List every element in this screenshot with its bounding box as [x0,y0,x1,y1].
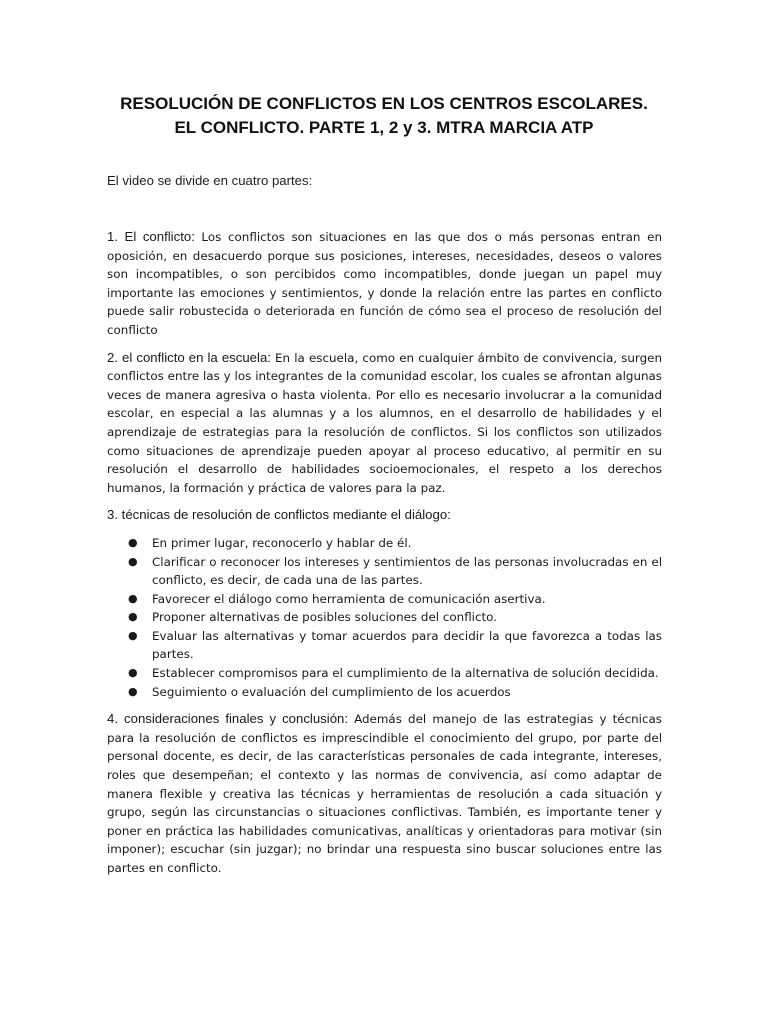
section-1-text: Los conflictos son situaciones en las que dos o más personas entran en oposición, en desacuerdo porque sus posiciones, intereses, necesidades, deseos o valores son incompatibles, o son percibidos como incompatibles, donde juegan un papel muy importante las emociones y sentimientos, y donde la relación entre las partes en conflicto puede salir robustecida o deteriorada en función de cómo sea el proceso de resolución del conflicto [107,230,662,337]
section-3 [107,506,662,525]
bullet-icon: ● [128,535,138,549]
techniques-list [107,534,662,701]
list-item [107,590,662,609]
section-1 [107,228,662,340]
document-body [107,228,662,887]
section-2-lead: 2. el conflicto en la escuela: [107,349,275,365]
list-item [107,534,662,553]
list-item [107,627,662,664]
list-item-text: En primer lugar, reconocerlo y hablar de él. [152,535,412,550]
document-title [80,92,688,140]
list-item-text: Proponer alternativas de posibles soluciones del conflicto. [152,610,498,625]
list-item [107,683,662,702]
list-item [107,553,662,590]
section-1-lead: 1. El conflicto: [107,229,202,244]
bullet-icon: ● [128,591,138,605]
section-3-lead: 3. técnicas de resolución de conflictos mediante el diálogo: [107,507,451,523]
bullet-icon: ● [128,554,138,568]
list-item-text: Evaluar las alternativas y tomar acuerdos para decidir la que favorezca a todas las partes. [152,628,662,662]
bullet-icon: ● [128,610,138,624]
list-item-text: Clarificar o reconocer los intereses y sentimientos de las personas involucradas en el conflicto, es decir, de cada una de las partes. [152,554,662,588]
section-4-text: Además del manejo de las estrategias y técnicas para la resolución de conflictos es imprescindible el conocimiento del grupo, por parte del personal docente, es decir, de las características personales de cada integrante, intereses, roles que desempeñan; el contexto y las normas de convivencia, así como adaptar de manera flexible y creativa las técnicas y herramientas de resolución a cada situación y grupo, según las circunstancias o situaciones conflictivas. También, es importante tener y poner en práctica las habilidades comunicativas, analíticas y orientadoras para motivar (sin imponer); escuchar (sin juzgar); no brindar una respuesta sino buscar soluciones entre las partes en conflicto. [107,712,662,875]
bullet-icon: ● [128,628,138,642]
list-item [107,608,662,627]
intro-text: El video se divide en cuatro partes: [107,173,313,188]
list-item-text: Seguimiento o evaluación del cumplimiento de los acuerdos [152,684,511,699]
section-4-lead: 4. consideraciones finales y conclusión: [107,711,355,727]
title-line-1: RESOLUCIÓN DE CONFLICTOS EN LOS CENTROS ESCOLARES. [120,94,648,113]
list-item-text: Favorecer el diálogo como herramienta de comunicación asertiva. [152,591,546,606]
bullet-icon: ● [128,666,138,680]
list-item [107,664,662,683]
list-item-text: Establecer compromisos para el cumplimiento de la alternativa de solución decidida. [152,666,659,681]
section-2 [107,349,662,498]
title-line-2: EL CONFLICTO. PARTE 1, 2 y 3. MTRA MARCIA ATP [174,118,594,137]
section-2-text: En la escuela, como en cualquier ámbito de convivencia, surgen conflictos entre las y los integrantes de la comunidad escolar, los cuales se afrontan algunas veces de manera agresiva o hasta violenta. Por ello es necesario involucrar a la comunidad escolar, en especial a las alumnas y a los alumnos, en el desarrollo de habilidades y el aprendizaje de estrategias para la resolución de conflictos. Si los conflictos son utilizados como situaciones de aprendizaje pueden apoyar al proceso educativo, al permitir en su resolución el desarrollo de habilidades socioemocionales, el respeto a los derechos humanos, la formación y práctica de valores para la paz. [107,350,662,495]
bullet-icon: ● [128,684,138,698]
section-4 [107,710,662,877]
